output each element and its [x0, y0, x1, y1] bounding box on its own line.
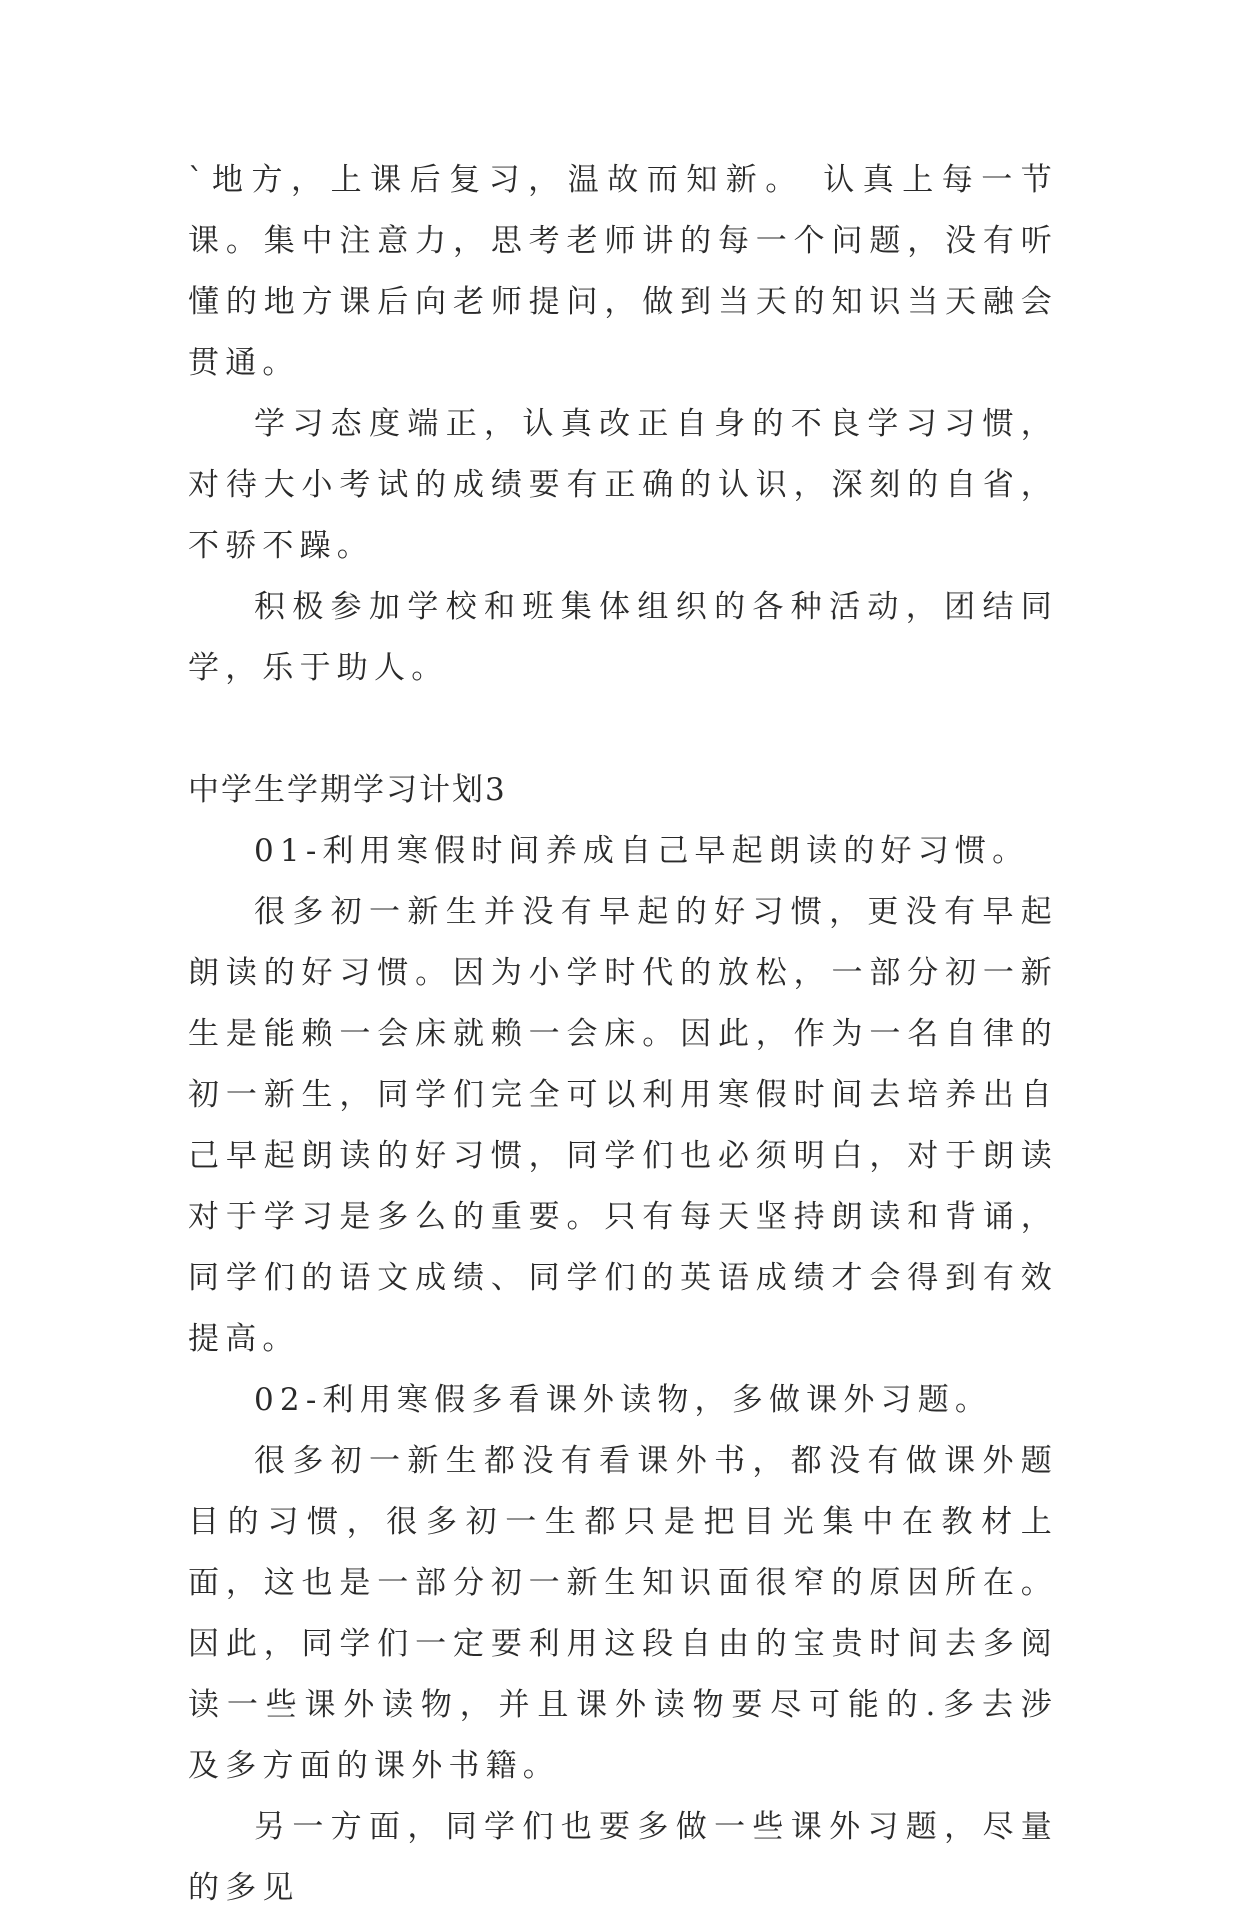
section-title: 中学生学期学习计划3 [188, 772, 507, 808]
section-gap [188, 699, 1058, 760]
point-02-heading: 02-利用寒假多看课外读物，多做课外习题。 [254, 1382, 993, 1418]
paragraph-continued: `地方，上课后复习，温故而知新。 认真上每一节课。集中注意力，思考老师讲的每一个问题，没有听懂的地方课后向老师提问，做到当天的知识当天融会贯通。 [188, 162, 1058, 381]
paragraph-activities: 积极参加学校和班集体组织的各种活动，团结同学，乐于助人。 [188, 589, 1058, 686]
point-01-body: 很多初一新生并没有早起的好习惯，更没有早起朗读的好习惯。因为小学时代的放松，一部分初一新生是能赖一会床就赖一会床。因此，作为一名自律的初一新生，同学们完全可以利用寒假时间去培养出自己早起朗读的好习惯，同学们也必须明白，对于朗读对于学习是多么的重要。只有每天坚持朗读和背诵，同学们的语文成绩、同学们的英语成绩才会得到有效提高。 [188, 894, 1058, 1357]
point-02-body: 很多初一新生都没有看课外书，都没有做课外题目的习惯，很多初一生都只是把目光集中在教材上面，这也是一部分初一新生知识面很窄的原因所在。因此，同学们一定要利用这段自由的宝贵时间去多阅读一些课外读物，并且课外读物要尽可能的.多去涉及多方面的课外书籍。 [188, 1443, 1058, 1784]
paragraph-study-attitude: 学习态度端正，认真改正自身的不良学习习惯，对待大小考试的成绩要有正确的认识，深刻的自省，不骄不躁。 [188, 406, 1058, 564]
paragraph-exercises: 另一方面，同学们也要多做一些课外习题，尽量的多见 [188, 1809, 1058, 1906]
document-page [188, 150, 1058, 1919]
point-01-heading: 01-利用寒假时间养成自己早起朗读的好习惯。 [254, 833, 1030, 869]
